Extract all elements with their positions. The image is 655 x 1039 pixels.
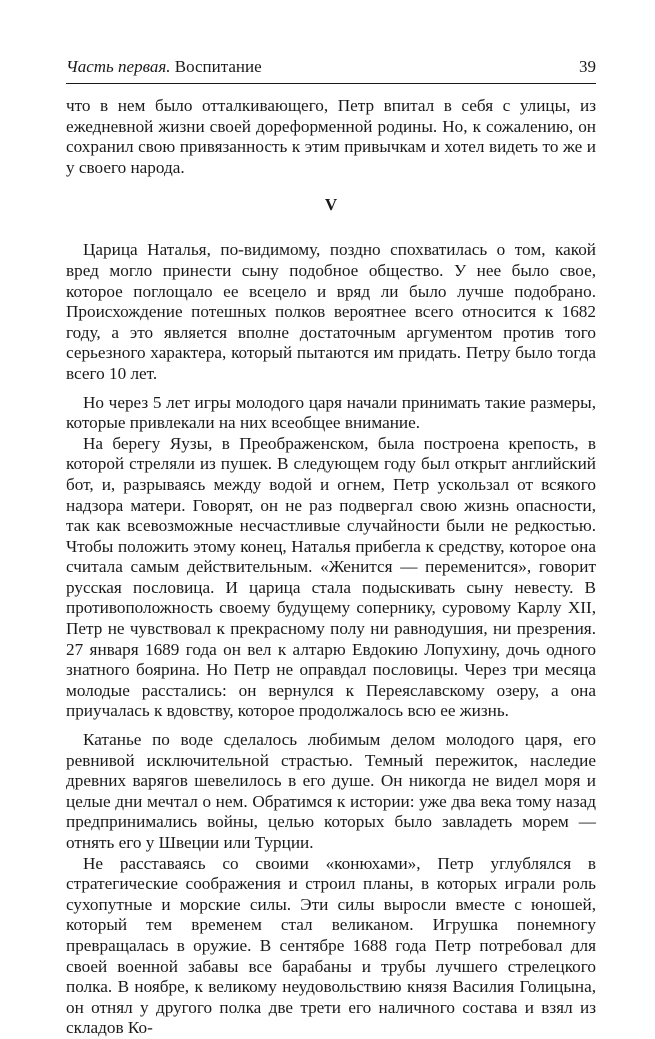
page-number: 39 [579, 57, 596, 76]
intro-paragraph: что в нем было отталкивающего, Петр впитал в себя с улицы, из ежедневной жизни своей дореформенной родины. Но, к сожалению, он сохранил свою привязанность к этим привычкам и хотел видеть то же и у своего народа. [66, 96, 596, 177]
paragraph-gap [66, 385, 596, 393]
paragraph-1: Царица Наталья, по-видимому, поздно спохватилась о том, какой вред могло принести сыну подобное общество. У нее было свое, которое поглощало ее всецело и вряд ли было лучше подобрано. Происхождение потешных полков вероятнее всего относится к 1682 году, а это является вполне достаточным аргументом против того серьезного характера, который пытаются им придать. Петру было тогда всего 10 лет. [66, 240, 596, 383]
paragraph-2: Но через 5 лет игры молодого царя начали принимать такие размеры, которые привлекали на них всеобщее внимание. [66, 392, 596, 433]
part-title: Часть первая. [66, 57, 171, 76]
paragraph-3: На берегу Яузы, в Преображенском, была построена крепость, в которой стреляли из пушек. В следующем году был открыт английский бот, и, разрываясь между водой и огнем, Петр ускользал от всякого надзора матери. Говорят, он не раз подвергал свою жизнь опасности, так как всевозможные несчастливые случайности были не редкостью. Чтобы положить этому конец, Наталья прибегла к средству, которое она считала самым действительным. «Женится — переменится», говорит русская пословица. И царица стала подыскивать сыну невесту. В противоположность своему будущему сопернику, суровому Карлу XII, Петр не чувствовал к прекрасному полу ни равнодушия, ни презрения. 27 января 1689 года он вел к алтарю Евдокию Лопухину, дочь одного знатного боярина. Но Петр не оправдал пословицы. Через три месяца молодые расстались: он вернулся к Переяславскому озеру, а она приучалась к вдовству, которое продолжалось всю ее жизнь. [66, 433, 596, 721]
section-heading: V [324, 195, 338, 215]
running-header-title [66, 56, 262, 78]
paragraph-4: Катанье по воде сделалось любимым делом молодого царя, его ревнивой исключительной страстью. Темный пережиток, наследие древних варягов шевелилось в его душе. Он никогда не видел моря и целые дни мечтал о нем. Обратимся к истории: уже два века тому назад предпринимались войны, целью которых было завладеть морем — отнять его у Швеции или Турции. [66, 730, 596, 852]
page-body [66, 96, 596, 1039]
paragraph-5: Не расставаясь со своими «конюхами», Петр углублялся в стратегические соображения и строил планы, в которых играли роль сухопутные и морские силы. Эти силы выросли вместе с юношей, который тем временем стал великаном. Игрушка понемногу превращалась в оружие. В сентябре 1688 года Петр потребовал для своей военной забавы все барабаны и трубы лучшего стрелецкого полка. В ноябре, к великому неудовольствию князя Василия Голицына, он отнял у другого полка две трети его наличного состава и взял из складов Ко- [66, 853, 596, 1038]
section-title: Воспитание [174, 57, 262, 76]
running-header [66, 56, 596, 84]
book-page [66, 56, 596, 1039]
paragraph-gap [66, 722, 596, 730]
